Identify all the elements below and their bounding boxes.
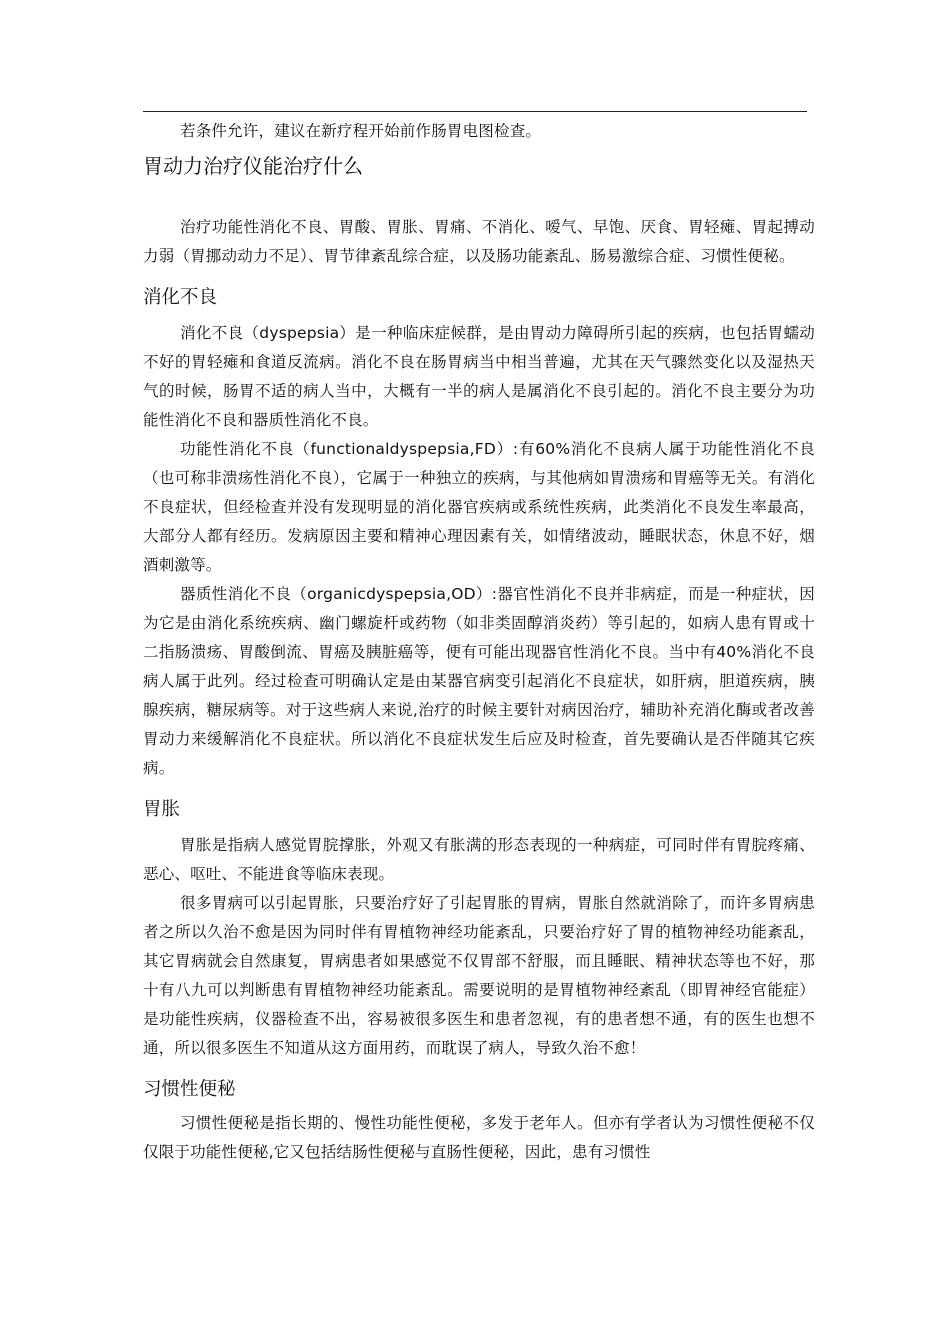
intro-line: 若条件允许，建议在新疗程开始前作肠胃电图检查。	[180, 122, 542, 140]
heading-bloating: 胃胀	[143, 799, 181, 820]
heading-dyspepsia: 消化不良	[143, 287, 218, 308]
main-title: 胃动力治疗仪能治疗什么	[143, 154, 363, 178]
header-rule	[143, 111, 807, 112]
heading-constipation: 习惯性便秘	[143, 1079, 236, 1100]
scope-paragraph: 治疗功能性消化不良、胃酸、胃胀、胃痛、不消化、嗳气、早饱、厌食、胃轻瘫、胃起搏动力弱（胃挪动动力不足）、胃节律紊乱综合症，以及肠功能紊乱、肠易激综合症、习惯性便秘。	[143, 218, 815, 265]
dyspepsia-paragraph-1: 消化不良（dyspepsia）是一种临床症候群，是由胃动力障碍所引起的疾病，也包括胃蠕动不好的胃轻瘫和食道反流病。消化不良在肠胃病当中相当普遍，尤其在天气骤然变化以及湿热天气的时候，肠胃不适的病人当中，大概有一半的病人是属消化不良引起的。消化不良主要分为功能性消化不良和器质性消化不良。	[143, 324, 815, 429]
constipation-paragraph-1: 习惯性便秘是指长期的、慢性功能性便秘，多发于老年人。但亦有学者认为习惯性便秘不仅仅限于功能性便秘,它又包括结肠性便秘与直肠性便秘，因此，患有习惯性	[143, 1114, 815, 1161]
bloating-paragraph-1: 胃胀是指病人感觉胃脘撑胀，外观又有胀满的形态表现的一种病症，可同时伴有胃脘疼痛、恶心、呕吐、不能进食等临床表现。	[143, 836, 815, 883]
bloating-paragraph-2: 很多胃病可以引起胃胀，只要治疗好了引起胃胀的胃病，胃胀自然就消除了，而许多胃病患者之所以久治不愈是因为同时伴有胃植物神经功能紊乱，只要治疗好了胃的植物神经功能紊乱，其它胃病就会自然康复，胃病患者如果感觉不仅胃部不舒服，而且睡眠、精神状态等也不好，那十有八九可以判断患有胃植物神经功能紊乱。需要说明的是胃植物神经紊乱（即胃神经官能症）是功能性疾病，仪器检查不出，容易被很多医生和患者忽视，有的患者想不通，有的医生也想不通，所以很多医生不知道从这方面用药，而耽误了病人，导致久治不愈！	[143, 894, 815, 1057]
dyspepsia-paragraph-3: 器质性消化不良（organicdyspepsia,OD）:器官性消化不良并非病症，而是一种症状，因为它是由消化系统疾病、幽门螺旋杆或药物（如非类固醇消炎药）等引起的，如病人患有胃或十二指肠溃疡、胃酸倒流、胃癌及胰脏癌等，便有可能出现器官性消化不良。当中有40%消化不良病人属于此列。经过检查可明确认定是由某器官病变引起消化不良症状，如肝病，胆道疾病，胰腺疾病，糖尿病等。对于这些病人来说,治疗的时候主要针对病因治疗，辅助补充消化酶或者改善胃动力来缓解消化不良症状。所以消化不良症状发生后应及时检查，首先要确认是否伴随其它疾病。	[143, 585, 815, 777]
document-body	[143, 117, 815, 1167]
dyspepsia-paragraph-2: 功能性消化不良（functionaldyspepsia,FD）:有60%消化不良病人属于功能性消化不良（也可称非溃疡性消化不良），它属于一种独立的疾病，与其他病如胃溃疡和胃癌等无关。有消化不良症状，但经检查并没有发现明显的消化器官疾病或系统性疾病，此类消化不良发生率最高，大部分人都有经历。发病原因主要和精神心理因素有关，如情绪波动，睡眠状态，休息不好，烟酒刺激等。	[143, 440, 815, 574]
